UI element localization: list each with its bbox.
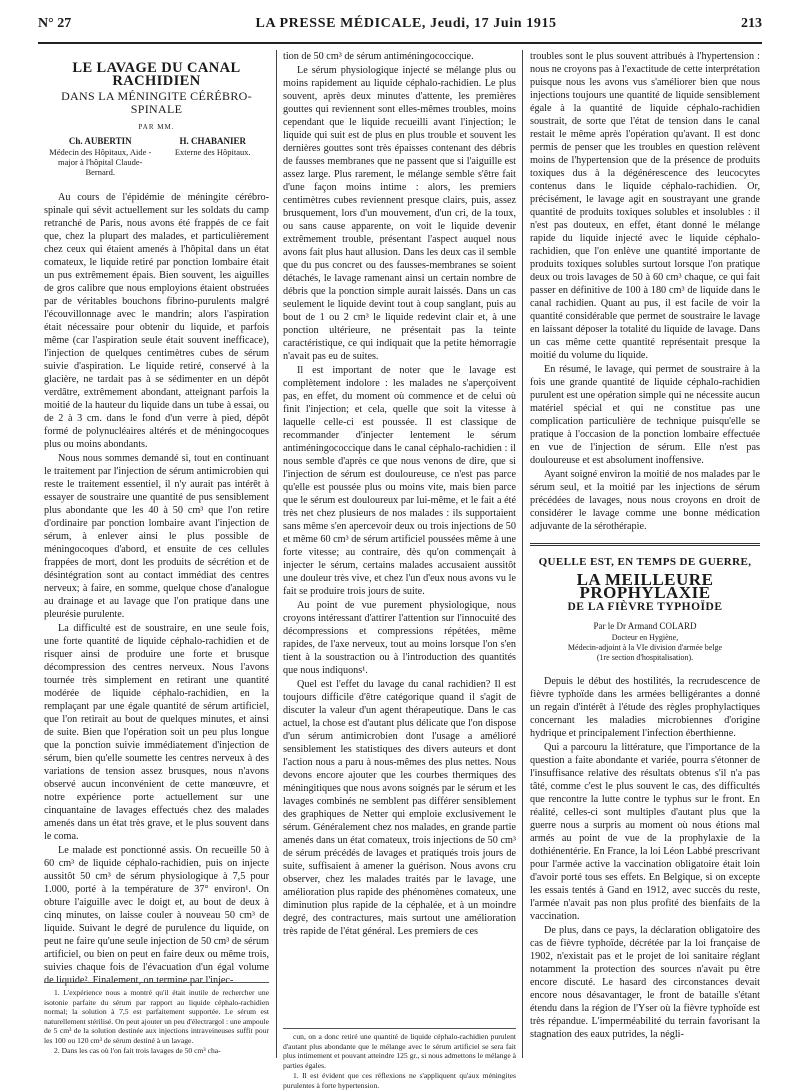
paragraph: Au cours de l'épidémie de méningite cérébro-spinale qui sévit actuellement sur les soldats du camp retranché de Paris, nous avons été frappés de ce fait que, chez la plupart des malades, et particulièrement chez ceux qui étaient amenés à l'hôpital dans un état comateux, le liquide retiré par ponction lombaire était un pus extrêmement épais. Bien souvent, les aiguilles de gros calibre que nous employions étaient obstruées par de véritables bouchons fibrino-purulents malgré l'écouvillonnage avec le mandrin; alors l'aspiration était nécessaire pour obtenir du liquide, et parfois même (car l'aspiration seule était souvent inefficace), l'injection de quelques centimètres cubes de sérum suivie d'aspiration. Le liquide retiré, conservé à la glacière, ne tardait pas à se sédimenter en un dépôt verdâtre, extrêmement abondant, atteignant parfois la moitié de la hauteur du liquide dans un tube à essai, ou de 2 à 3 cm. dans le fond d'un verre à pied, dépôt formé de polynucléaires altérés et de méningocoques plus ou moins abondants. [44, 192, 269, 450]
footnotes-column-2 [283, 1028, 516, 1091]
affiliation-line: Médecin-adjoint à la VIe division d'armée belge [567, 643, 723, 652]
article-title: LE LAVAGE DU CANAL RACHIDIEN [72, 60, 241, 89]
column-3 [530, 50, 760, 1050]
article-separator [530, 543, 760, 546]
author-name: Ch. AUBERTIN [68, 136, 132, 146]
paragraph: Depuis le début des hostilités, la recrudescence de fièvre typhoïde dans les armées belligérantes a donné un regain d'intérêt à l'étude des règles prophylactiques concernant les maladies microbiennes d'origine hydrique et principalement l'infection éberthienne. [530, 676, 760, 739]
paragraph: troubles sont le plus souvent attribués à l'hypertension : nous ne croyons pas à l'exactitude de cette interprétation puisque nous les avons vus s'améliorer bien que nous injections toujours une quantité de liquide sensiblement égale à la quantité de liquide céphalo-rachidien soustrait, de sorte que l'état de tension dans le canal restait le même après l'opération qu'avant. Il est donc permis de penser que les troubles en question relèvent moins de l'hypertension que de la présence de produits toxiques dus à la dégénérescence des leucocytes contenus dans le liquide céphalo-rachidien. Or, précisément, le lavage agit en soustrayant une grande quantité de produits toxiques solubles et insolubles : il n'est pas douteux, en effet, étant donné le mélange rapide du liquide injecté avec le liquide céphalo-rachidien, que l'on enlève une quantité importante de produits toxiques solubles surtout lorsque l'on pratique deux ou trois lavages de 50 à 60 cm³ chaque, ce qui fait passer en définitive de 100 à 180 cm³ de liquide dans le canal rachidien. Quant au pus, il est facile de voir la quantité considérable que permet de soustraire le lavage en laissant déposer la totalité du liquide de lavage. Dans un cas même cette quantité représentait presque la moitié du volume du liquide. [530, 51, 760, 361]
paragraph: En résumé, le lavage, qui permet de soustraire à la fois une grande quantité de liquide céphalo-rachidien purulent est une opération simple qui ne nécessite aucun matériel spécial et qui ne constitue pas une complication particulière de technique puisqu'elle se pratique à l'occasion de la ponction lombaire effectuée en vue de l'injection de sérum. Elle n'est pas douloureuse et est absolument inoffensive. [530, 364, 760, 466]
affiliation-line: Docteur en Hygiène, [611, 633, 679, 642]
article-subtitle: DANS LA MÉNINGITE CÉRÉBRO-SPINALE [61, 89, 252, 116]
paragraph: La difficulté est de soustraire, en une seule fois, une forte quantité de liquide céphalo-rachidien et de risquer ainsi de produire une forte et brusque décompression des centres nerveux. Nous l'avons tournée très simplement en retirant une quantité modérée de liquide céphalo-rachidien, en la remplaçant par une égale quantité de sérum artificiel, que l'on retirait au bout de quelques minutes, et ainsi de suite. Bien que l'opération soit un peu plus longue que la ponction suivie immédiatement d'injection de sérum, bien qu'elle soumette les centres nerveux à des variations de tension assez brusques, nous n'avons observé aucun inconvénient de cette manœuvre, et notre expérience porte actuellement sur une cinquantaine de lavages effectués chez des malades amenés dans un état très grave, et le plus souvent dans le coma. [44, 623, 269, 842]
paragraph: tion de 50 cm³ de sérum antiméningococcique. [283, 51, 474, 62]
page-number: 213 [740, 16, 762, 31]
footnote: cun, on a donc retiré une quantité de liquide céphalo-rachidien purulent d'autant plus abondante que le mélange avec le sérum artificiel se sera fait plus intimement et pouvant atteindre 125 gr., si nous admettons le mélange à parties égales. [283, 1032, 516, 1070]
author-name: H. CHABANIER [179, 136, 246, 146]
header-rule [38, 42, 762, 44]
column-divider [522, 50, 523, 1058]
paragraph: De plus, dans ce pays, la déclaration obligatoire des cas de fièvre typhoïde, décrétée par la loi française de 1902, n'existait pas et le projet de loi sanitaire réglant notamment la protection des sources n'avait pu être encore discuté. Le hasard des circonstances devait encore nous désavantager, le front de bataille s'étant étendu dans la région de l'Yser où la fièvre typhoïde est très répandue. L'imperméabilité du terrain favorisant la stagnation des eaux putrides, la négli- [530, 925, 760, 1040]
column-2 [283, 50, 516, 1050]
paragraph: Ayant soigné environ la moitié de nos malades par le sérum seul, et la moitié par les injections de sérum précédées de lavages, nous nous croyons en droit de considérer le lavage comme une bonne médication adjuvante de la sérothérapie. [530, 469, 760, 532]
author-affiliation [530, 633, 760, 663]
author-1 [44, 136, 157, 177]
article-subtitle: DE LA FIÈVRE TYPHOÏDE [567, 601, 723, 613]
paragraph: Au point de vue purement physiologique, nous croyons intéressant d'attirer l'attention sur l'innocuité des décompressions et compressions répétées, même rapides, de l'axe nerveux, tout au moins lorsque l'on s'en tient à la soustraction ou à l'introduction des quantités que nous indiquons¹. [283, 600, 516, 676]
authors [44, 136, 269, 177]
paragraph: Nous nous sommes demandé si, tout en continuant le traitement par l'injection de sérum antimicrobien qui reste le traitement essentiel, il n'y aurait pas intérêt à essayer de soustraire une quantité de pus sensiblement plus abondante que les 40 à 50 cm³ que l'on retire d'ordinaire par ponction lombaire avant l'injection de sérum, à enlever ainsi le plus possible de méningocoques d'abord, et ensuite de ces cellules frappées de mort, dont les produits de sécrétion et de désintégration sont au contact immédiat des centres nerveux; à faire, en somme, quelque chose d'analogue au drainage et au lavage que l'on pratique dans une pleurésie purulente. [44, 453, 269, 620]
footnote: 2. Dans les cas où l'on fait trois lavages de 50 cm³ cha- [54, 1046, 221, 1055]
article-kicker: QUELLE EST, EN TEMPS DE GUERRE, [538, 556, 752, 568]
paragraph: Le malade est ponctionné assis. On recueille 50 à 60 cm³ de liquide céphalo-rachidien, puis on injecte aussitôt 50 cm³ de sérum physiologique à 7,5 pour 1.000, porté à la température de 37° environ¹. On obture l'aiguille avec le doigt et, au bout de deux à cinq minutes, on laisse couler à nouveau 50 cm³ de liquide. Suivant le degré de purulence du liquide, on peut ne faire qu'une seule injection de 50 cm³ de sérum artificiel, ou bien on peut en faire deux ou même trois, suivies chaque fois de l'évacuation d'un égal volume de liquide². Finalement, on termine par l'injec- [44, 845, 269, 986]
author-2 [157, 136, 270, 177]
footnotes-column-1 [44, 982, 269, 1057]
article-title: LA MEILLEURE PROPHYLAXIE [576, 570, 714, 602]
authors-intro: PAR MM. [138, 123, 175, 131]
footnote: 1. L'expérience nous a montré qu'il était inutile de rechercher une isotonie parfaite du sérum par rapport au liquide céphalo-rachidien normal; la solution à 7,5 est parfaitement supportée. Le sérum est naturellement stérilisé. On peut ajouter un peu d'électrargol : une ampoule de 5 cm³ de la solution destinée aux injections intraveineuses suffit pour les 100 ou 120 cm³ de sérum destiné à un lavage. [44, 988, 269, 1045]
column-1 [44, 50, 269, 1050]
paragraph: Qui a parcouru la littérature, que l'importance de la question a faite abondante et variée, pourra s'étonner de l'insuffisance relative des résultats obtenus s'il n'a pas tâté, comme c'est le plus souvent le cas, des difficultés que rencontre la lutte contre le typhus sur le front. En réalité, celles-ci sont multiples d'autant plus que la guerre nous a surpris au moment où nous étions mal armés au point de vue de la prophylaxie de la dothiénentérie. En France, la loi Léon Labbé prescrivant pour l'armée active la vaccination obligatoire était loin d'avoir porté tous ses effets. En Belgique, si on excepte les essais tentés à Gand en 1912, avec succès du reste, l'armée n'avait pas non plus profité des bienfaits de la vaccination. [530, 742, 760, 922]
paragraph: Quel est l'effet du lavage du canal rachidien? Il est toujours difficile d'être catégorique quand il s'agit de discuter la valeur d'un agent thérapeutique. Dans le cas actuel, la chose est d'autant plus délicate que l'on dispose d'un sérum antimicrobien dont l'usage a amélioré sensiblement les statistiques des divers auteurs et dont l'action nous a paru à nous-mêmes des plus nettes. Nous devons encore ajouter que les courbes thermiques des méningitiques que nous avons soignés par le sérum et les lavages combinés ne semblent pas différer sensiblement des graphiques de Netter qui emploie exclusivement le sérum. Généralement chez nos malades, en grande partie amenés dans un état comateux, trois injections de 50 cm³ de sérum précédés de lavages et pratiqués trois jours de suite, suffisaient à amener la guérison. Nous avons cru observer, chez les malades traités par le lavage, une amélioration plus rapide des phénomènes comateux, une diminution plus rapide de la céphalée, et à un moindre degré, des contractures, mais surtout une amélioration très rapide de l'état général. Les premiers de ces [283, 679, 516, 937]
author-affiliation: Médecin des Hôpitaux, Aide - major à l'hôpital Claude-Bernard. [49, 147, 152, 177]
page-header [38, 16, 762, 38]
paragraph: Il est important de noter que le lavage est complètement indolore : les malades ne s'aperçoivent pas, en effet, du moment où commence et de celui où finit l'injection; et cela, quelle que soit la vitesse à laquelle celle-ci est poussée. Il est classique de recommander d'injecter lentement le sérum antiméningococcique dans le canal céphalo-rachidien : il nous semble d'après ce que nous venons de dire, que si l'injection de sérum est douloureuse, ce n'est pas parce qu'elle est poussée plus ou moins vite, mais bien parce que le sérum est douloureux par lui-même, et le fait a été très net chez plusieurs de nos malades : ils supportaient sans même s'en apercevoir deux ou trois injections de 50 et même 60 cm³ de sérum artificiel poussées même à une forte vitesse; au contraire, dès qu'on commençait à injecter le sérum, certains malades accusaient aussitôt une douleur très vive, et chez l'un d'eux nous avons vu le fait se produire trois jours de suite. [283, 365, 516, 597]
column-divider [276, 50, 277, 1058]
footnote: 1. Il est évident que ces réflexions ne s'appliquent qu'aux méningites purulentes à forte hypertension. [283, 1071, 516, 1090]
byline: Par le Dr Armand COLARD [593, 621, 697, 631]
author-affiliation: Externe des Hôpitaux. [174, 147, 251, 157]
affiliation-line: (1re section d'hospitalisation). [596, 653, 694, 662]
paragraph: Le sérum physiologique injecté se mélange plus ou moins rapidement au liquide céphalo-rachidien. Le plus souvent, après deux minutes d'attente, les premières gouttes qui reviennent sont elles-mêmes troubles, moins cependant que le liquide recueilli avant l'injection; le liquide qui suit est de plus en plus trouble et souvent les dernières gouttes sont très épaisses contenant des débris de fausses membranes que ne passent que si l'aiguille est assez large. Plus rarement, le mélange semble s'être fait d'une façon moins intime : alors, les premiers centimètres cubes reviennent presque clairs, puis, assez brusquement, lors d'un mouvement, d'un cri, de la toux, ou sans cause apparente, on voit le liquide devenir extrêmement trouble, présentant l'aspect auquel nous avons fait plus haut allusion. Dans les deux cas il semble que du pus concret ou des fausses-membranes se soient détachés, le lavage ramenant ainsi un certain nombre de débris que la ponction simple aurait laissés. Dans un cas seulement le liquide devint tout à coup sanglant, puis au bout de 1 ou 2 cm³ le liquide redevint clair et, à une ponction ultérieure, ne présentait pas la teinte caractéristique, ce qui indiquait que la petite hémorragie n'avait pas eu de suites. [283, 65, 516, 362]
journal-title: LA PRESSE MÉDICALE, Jeudi, 17 Juin 1915 [255, 16, 557, 31]
issue-number: N° 27 [38, 16, 72, 31]
